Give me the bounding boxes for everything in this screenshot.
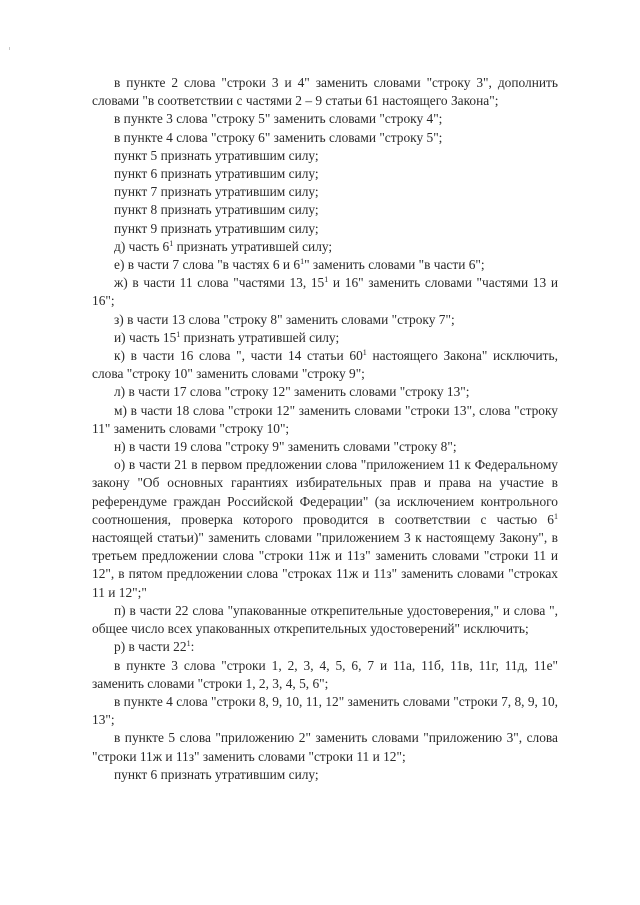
- paragraph: е) в части 7 слова "в частях 6 и $6^1$" заменить словами "в части 6";: [114, 257, 485, 273]
- paragraph: пункт 7 признать утратившим силу;: [114, 184, 319, 200]
- paragraph: з) в части 13 слова "строку 8" заменить словами "строку 7";: [114, 311, 455, 327]
- paragraph: пункт 8 признать утратившим силу;: [114, 202, 319, 218]
- superscript-one: 1: [300, 257, 305, 267]
- paragraph: в пункте 4 слова "строки 8, 9, 10, 11, 12" заменить словами "строки 7, 8, 9, 10, 13";: [92, 693, 558, 728]
- paragraph: в пункте 2 слова "строки 3 и 4" заменить словами "строку 3", дополнить словами "в соответствии с частями 2 – 9 статьи 61 настоящего Закона";: [92, 75, 558, 109]
- document-body: [92, 74, 558, 784]
- paragraph: пункт 5 признать утратившим силу;: [114, 147, 319, 163]
- paragraph: в пункте 3 слова "строку 5" заменить словами "строку 4";: [114, 111, 443, 127]
- paragraph: л) в части 17 слова "строку 12" заменить словами "строку 13";: [114, 384, 470, 400]
- superscript-one: 1: [186, 639, 191, 649]
- paragraph: к) в части 16 слова ", части 14 статьи $60^1$ настоящего Закона" исключить, слова "строку 10" заменить словами "строку 9";: [92, 348, 558, 382]
- paragraph: р) в части $22^1$:: [114, 639, 195, 655]
- paragraph: в пункте 5 слова "приложению 2" заменить словами "приложению 3", слова "строки 11ж и 11з" заменить словами "строки 11 и 12";: [92, 730, 558, 764]
- superscript-one: 1: [324, 275, 329, 285]
- superscript-one: 1: [169, 238, 174, 248]
- paragraph: и) часть $15^1$ признать утратившей силу;: [114, 329, 340, 345]
- paragraph: п) в части 22 слова "упакованные открепительные удостоверения," и слова ", общее число всех упакованных открепительных удостоверений" исключить;: [92, 602, 558, 637]
- superscript-one: 1: [362, 348, 367, 358]
- paragraph: н) в части 19 слова "строку 9" заменить словами "строку 8";: [114, 439, 457, 455]
- scan-edge-mark: [9, 47, 10, 50]
- paragraph: в пункте 3 слова "строки 1, 2, 3, 4, 5, 6, 7 и 11а, 11б, 11в, 11г, 11д, 11е" заменить словами "строки 1, 2, 3, 4, 5, 6";: [92, 657, 558, 691]
- paragraph: ж) в части 11 слова "частями 13, $15^1$ и 16" заменить словами "частями 13 и 16";: [92, 275, 558, 309]
- paragraph: в пункте 4 слова "строку 6" заменить словами "строку 5";: [114, 129, 443, 145]
- paragraph: м) в части 18 слова "строки 12" заменить словами "строки 13", слова "строку 11" заменить словами "строку 10";: [92, 402, 558, 436]
- paragraph: пункт 6 признать утратившим силу;: [114, 766, 319, 782]
- superscript-one: 1: [554, 511, 558, 521]
- paragraph: пункт 6 признать утратившим силу;: [114, 166, 319, 182]
- paragraph: пункт 9 признать утратившим силу;: [114, 220, 319, 236]
- superscript-one: 1: [176, 329, 181, 339]
- paragraph: о) в части 21 в первом предложении слова "приложением 11 к Федеральному закону "Об основных гарантиях избирательных прав и права на участие в референдуме граждан Российской Федерации" (за исключением контрольного соотношения, проверка которого проводится в соответствии с частью $6^1$ настоящей статьи)" заменить словами "приложением 3 к настоящему Закону", в третьем предложении слова "строки 11ж и 11з" заменить словами "строки 11 и 12", в пятом предложении слова "строках 11ж и 11з" заменить словами "строках 11 и 12";": [92, 457, 558, 600]
- paragraph: д) часть $6^1$ признать утратившей силу;: [114, 238, 333, 254]
